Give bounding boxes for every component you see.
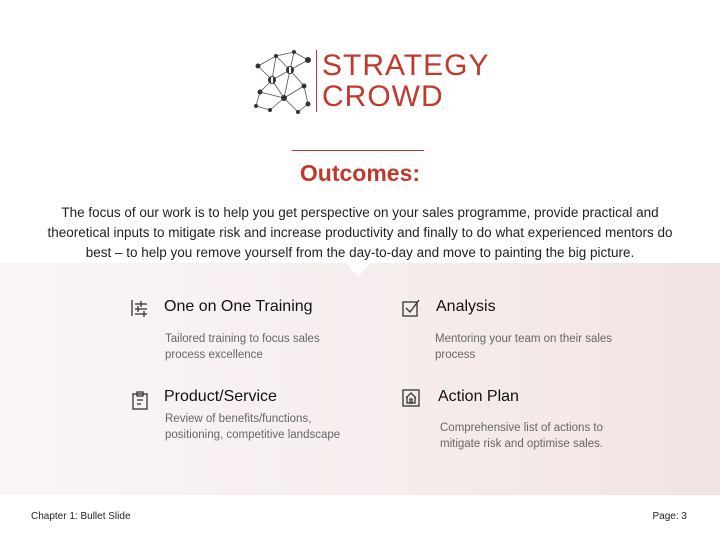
item-desc-training: Tailored training to focus sales process excellence (165, 333, 320, 361)
logo-divider (316, 50, 317, 112)
title-rule (292, 150, 424, 151)
sliders-icon (130, 298, 150, 318)
home-icon (401, 388, 421, 408)
intro-paragraph: The focus of our work is to help you get perspective on your sales programme, provide practical and theoretical inputs to mitigate risk and increase productivity and finally to do what experienced mentors do best – to help you remove yourself from the day-to-day and move to painting the big picture. (47, 205, 673, 260)
logo-wordmark (322, 50, 489, 112)
network-nodes-icon (246, 46, 316, 118)
item-desc-analysis: Mentoring your team on their sales process (435, 333, 613, 361)
item-desc-action-plan: Comprehensive list of actions to mitigate risk and optimise sales. (440, 422, 603, 450)
item-title-analysis: Analysis (436, 298, 496, 315)
outcomes-panel (0, 263, 720, 495)
footer-page-number: Page: 3 (652, 511, 687, 522)
item-title-training: One on One Training (164, 298, 313, 315)
logo-line-1: STRATEGY (322, 49, 490, 82)
checkbox-icon (401, 298, 421, 318)
panel-notch (346, 263, 370, 277)
item-desc-product: Review of benefits/functions, positioning, competitive landscape (165, 413, 341, 441)
clipboard-icon (130, 390, 150, 410)
page-title: Outcomes: (299, 160, 421, 186)
item-title-product: Product/Service (164, 388, 277, 405)
item-title-action-plan: Action Plan (438, 388, 519, 405)
logo-line-2: CROWD (322, 80, 444, 113)
footer-chapter: Chapter 1: Bullet Slide (31, 511, 131, 522)
